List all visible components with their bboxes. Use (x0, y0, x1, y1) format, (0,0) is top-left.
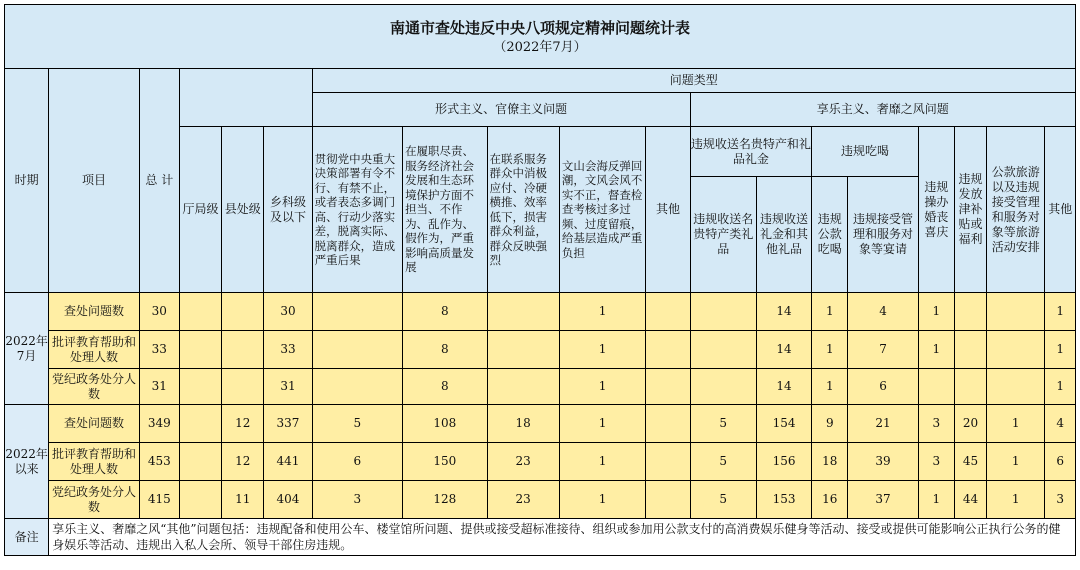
note-text: 享乐主义、奢靡之风“其他”问题包括：违规配备和使用公车、楼堂馆所问题、提供或接受超标准接待、组织或参加用公款支付的高消费娱乐健身等活动、接受或提供可能影响公正执行公务的健身娱乐等活动、违规出入私人会所、领导干部住房违规。 (49, 519, 1076, 556)
value-cell-h-travel (987, 331, 1045, 369)
value-cell-xiang: 33 (264, 331, 312, 369)
header-subsidy: 违规发放津补贴或福利 (954, 127, 986, 293)
table-row (5, 331, 1076, 369)
value-cell-f3: 23 (487, 443, 559, 481)
value-cell-f2: 128 (403, 481, 487, 519)
value-cell-xiang: 30 (264, 293, 312, 331)
value-cell-h-wedding: 1 (918, 293, 954, 331)
value-cell-f-other (646, 293, 690, 331)
item-cell: 查处问题数 (49, 293, 139, 331)
table-row (5, 369, 1076, 405)
value-cell-h-wedding: 3 (918, 405, 954, 443)
header-gift: 违规收送名贵特产和礼品礼金 (690, 127, 812, 177)
value-cell-total: 349 (139, 405, 179, 443)
value-cell-xiang: 404 (264, 481, 312, 519)
value-cell-f3 (487, 293, 559, 331)
item-cell: 党纪政务处分人数 (49, 481, 139, 519)
header-level-blank (179, 69, 312, 127)
value-cell-h-eat-a: 16 (812, 481, 848, 519)
header-formalism: 形式主义、官僚主义问题 (312, 93, 690, 127)
value-cell-h-wedding: 3 (918, 443, 954, 481)
value-cell-f-other (646, 369, 690, 405)
header-eat-public: 违规公款吃喝 (812, 177, 848, 293)
value-cell-h-eat-a: 9 (812, 405, 848, 443)
value-cell-h-eat-b: 21 (848, 405, 918, 443)
value-cell-h-wedding: 1 (918, 481, 954, 519)
value-cell-f-other (646, 481, 690, 519)
header-hedonism-other: 其他 (1045, 127, 1076, 293)
value-cell-xian: 12 (222, 405, 264, 443)
value-cell-h-other: 4 (1045, 405, 1076, 443)
value-cell-f4: 1 (559, 405, 645, 443)
value-cell-h-gift-b: 153 (756, 481, 811, 519)
value-cell-h-subsidy (954, 293, 986, 331)
value-cell-xiang: 337 (264, 405, 312, 443)
header-total: 总 计 (139, 69, 179, 293)
value-cell-h-other: 1 (1045, 331, 1076, 369)
value-cell-total: 30 (139, 293, 179, 331)
value-cell-h-eat-b: 6 (848, 369, 918, 405)
value-cell-h-gift-b: 156 (756, 443, 811, 481)
value-cell-total: 415 (139, 481, 179, 519)
value-cell-h-subsidy: 20 (954, 405, 986, 443)
value-cell-f1: 5 (312, 405, 402, 443)
header-formalism-duty: 在履职尽责、服务经济社会发展和生态环境保护方面不担当、不作为、乱作为、假作为，严重影响高质量发展 (403, 127, 487, 293)
value-cell-f-other (646, 443, 690, 481)
value-cell-h-subsidy (954, 369, 986, 405)
value-cell-f4: 1 (559, 443, 645, 481)
value-cell-f3 (487, 369, 559, 405)
statistics-table (4, 4, 1076, 556)
value-cell-total: 453 (139, 443, 179, 481)
value-cell-ting (179, 443, 221, 481)
header-eating: 违规吃喝 (812, 127, 919, 177)
table-row (5, 481, 1076, 519)
value-cell-h-travel: 1 (987, 405, 1045, 443)
table-row (5, 293, 1076, 331)
value-cell-h-travel (987, 369, 1045, 405)
value-cell-h-travel (987, 293, 1045, 331)
value-cell-h-eat-b: 4 (848, 293, 918, 331)
value-cell-xiang: 31 (264, 369, 312, 405)
value-cell-h-gift-b: 14 (756, 293, 811, 331)
value-cell-h-eat-b: 7 (848, 331, 918, 369)
value-cell-h-wedding (918, 369, 954, 405)
value-cell-ting (179, 405, 221, 443)
note-row (5, 519, 1076, 556)
value-cell-h-eat-a: 18 (812, 443, 848, 481)
value-cell-xian: 11 (222, 481, 264, 519)
value-cell-xian (222, 293, 264, 331)
value-cell-f4: 1 (559, 481, 645, 519)
value-cell-f1: 6 (312, 443, 402, 481)
value-cell-total: 31 (139, 369, 179, 405)
value-cell-h-subsidy: 44 (954, 481, 986, 519)
value-cell-ting (179, 293, 221, 331)
value-cell-f1 (312, 331, 402, 369)
value-cell-h-travel: 1 (987, 443, 1045, 481)
item-cell: 查处问题数 (49, 405, 139, 443)
value-cell-h-gift-a: 5 (690, 443, 756, 481)
value-cell-f4: 1 (559, 331, 645, 369)
value-cell-f2: 8 (403, 369, 487, 405)
value-cell-h-gift-a (690, 369, 756, 405)
header-item: 项目 (49, 69, 139, 293)
value-cell-ting (179, 331, 221, 369)
value-cell-h-travel: 1 (987, 481, 1045, 519)
value-cell-h-subsidy: 45 (954, 443, 986, 481)
table-subtitle: （2022年7月） (493, 39, 587, 55)
value-cell-h-other: 1 (1045, 293, 1076, 331)
header-level-xiang: 乡科级及以下 (264, 127, 312, 293)
value-cell-h-gift-a (690, 331, 756, 369)
value-cell-ting (179, 369, 221, 405)
header-formalism-other: 其他 (646, 127, 690, 293)
value-cell-f2: 8 (403, 293, 487, 331)
value-cell-xian (222, 331, 264, 369)
value-cell-h-eat-b: 39 (848, 443, 918, 481)
period-cell: 2022年7月 (5, 293, 49, 405)
value-cell-f2: 108 (403, 405, 487, 443)
header-formalism-service: 在联系服务群众中消极应付、冷硬横推、效率低下，损害群众利益，群众反映强烈 (487, 127, 559, 293)
title-block (5, 5, 1076, 69)
value-cell-total: 33 (139, 331, 179, 369)
value-cell-xiang: 441 (264, 443, 312, 481)
value-cell-f3: 18 (487, 405, 559, 443)
value-cell-f-other (646, 405, 690, 443)
value-cell-f1 (312, 293, 402, 331)
value-cell-h-eat-b: 37 (848, 481, 918, 519)
statistics-document (4, 4, 1076, 556)
value-cell-h-other: 3 (1045, 481, 1076, 519)
item-cell: 批评教育帮助和处理人数 (49, 331, 139, 369)
value-cell-f3: 23 (487, 481, 559, 519)
item-cell: 批评教育帮助和处理人数 (49, 443, 139, 481)
value-cell-f4: 1 (559, 369, 645, 405)
header-hedonism: 享乐主义、奢靡之风问题 (690, 93, 1075, 127)
value-cell-f1: 3 (312, 481, 402, 519)
value-cell-h-other: 1 (1045, 369, 1076, 405)
value-cell-xian: 12 (222, 443, 264, 481)
value-cell-h-gift-a (690, 293, 756, 331)
header-eat-banquet: 违规接受管理和服务对象等宴请 (848, 177, 918, 293)
header-level-ting: 厅局级 (179, 127, 221, 293)
value-cell-h-subsidy (954, 331, 986, 369)
value-cell-h-other: 6 (1045, 443, 1076, 481)
header-gift-money: 违规收送礼金和其他礼品 (756, 177, 811, 293)
header-formalism-meetings: 文山会海反弹回潮，文风会风不实不正，督查检查考核过多过频、过度留痕，给基层造成严重负担 (559, 127, 645, 293)
value-cell-h-gift-b: 154 (756, 405, 811, 443)
value-cell-f-other (646, 331, 690, 369)
header-wedding: 违规操办婚丧喜庆 (918, 127, 954, 293)
header-travel: 公款旅游以及违规接受管理和服务对象等旅游活动安排 (987, 127, 1045, 293)
value-cell-h-eat-a: 1 (812, 331, 848, 369)
note-label: 备注 (5, 519, 49, 556)
item-cell: 党纪政务处分人数 (49, 369, 139, 405)
table-row (5, 405, 1076, 443)
header-level-xian: 县处级 (222, 127, 264, 293)
value-cell-h-eat-a: 1 (812, 369, 848, 405)
header-formalism-decision: 贯彻党中央重大决策部署有令不行、有禁不止，或者表态多调门高、行动少落实差，脱离实际、脱离群众，造成严重后果 (312, 127, 402, 293)
value-cell-f4: 1 (559, 293, 645, 331)
value-cell-h-gift-a: 5 (690, 405, 756, 443)
value-cell-ting (179, 481, 221, 519)
value-cell-f2: 150 (403, 443, 487, 481)
value-cell-h-wedding: 1 (918, 331, 954, 369)
value-cell-f2: 8 (403, 331, 487, 369)
value-cell-f3 (487, 331, 559, 369)
value-cell-h-gift-b: 14 (756, 369, 811, 405)
header-gift-specialty: 违规收送名贵特产类礼品 (690, 177, 756, 293)
value-cell-h-gift-a: 5 (690, 481, 756, 519)
value-cell-h-eat-a: 1 (812, 293, 848, 331)
value-cell-f1 (312, 369, 402, 405)
value-cell-xian (222, 369, 264, 405)
header-problem-types: 问题类型 (312, 69, 1075, 93)
header-period: 时期 (5, 69, 49, 293)
table-row (5, 443, 1076, 481)
table-title: 南通市查处违反中央八项规定精神问题统计表 (389, 18, 690, 37)
period-cell: 2022年以来 (5, 405, 49, 519)
value-cell-h-gift-b: 14 (756, 331, 811, 369)
